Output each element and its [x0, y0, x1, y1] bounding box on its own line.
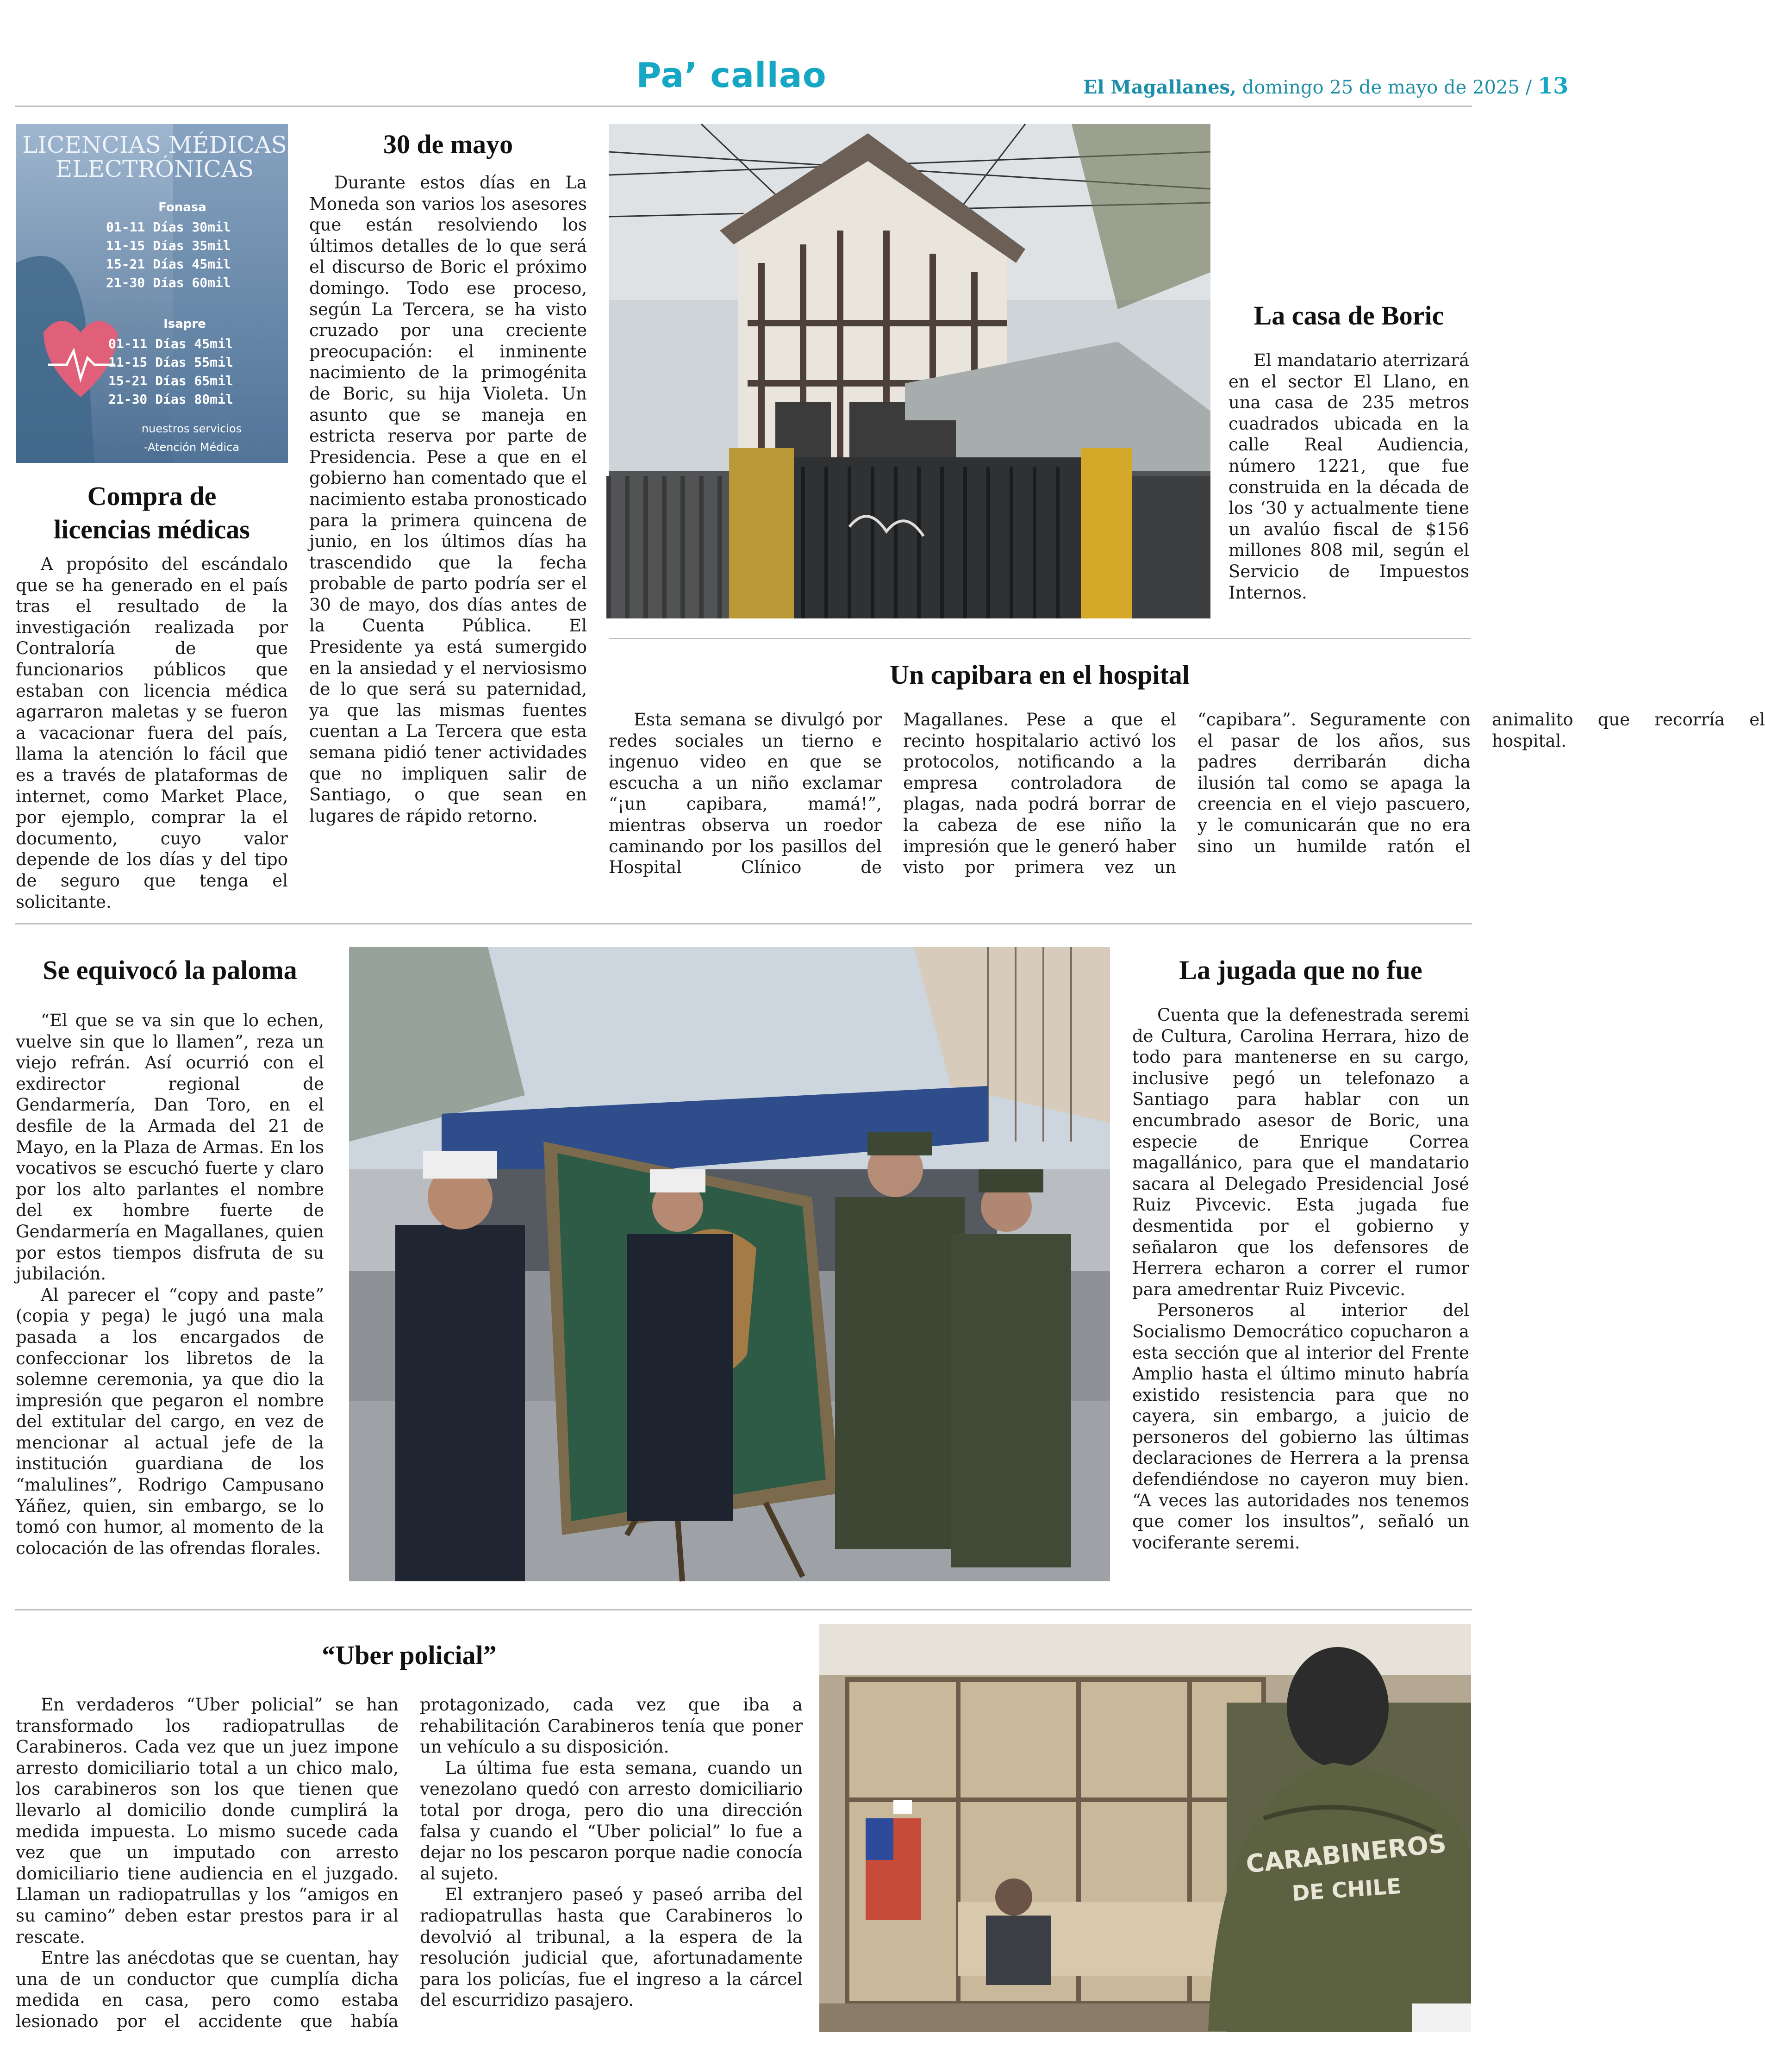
uber-paragraph: La última fue esta semana, cuando un venezolano quedó con arresto domiciliario total por droga, pero dio una dirección falsa y cuando el “Uber policial” lo fue a dejar no los pescaron porque nadie conocía al sujeto.: [420, 1758, 803, 1884]
capibara-body: [609, 709, 1765, 892]
casa-body: [1229, 350, 1469, 628]
capibara-paragraph: Esta semana se divulgó por redes sociales un tierno e ingenuo video en que se escucha a un niño exclamar “¡un capibara, mamá!”, mientras observa un roedor caminando por los pasillos del Hospital Clínico de Magallanes. Pese a que el recinto hospitalario activó los protocolos, notificando a la empresa controladora de plagas, nada podrá borrar de la cabeza de ese niño la impresión que le generó haber visto por primera vez un “capibara”. Seguramente con el pasar de los años, sus padres derribarán dicha ilusión tal como se apaga la creencia en el viejo pascuero, y le comunicarán que no era sino un humilde ratón el animalito que recorría el hospital.: [609, 710, 1765, 878]
paloma-paragraph: “El que se va sin que lo echen, vuelve sin que lo llamen”, reza un viejo refrán. Así ocurrió con el exdirector regional de Gendarmería, Dan Toro, en el desfile de la Armada del 21 de Mayo, en la Plaza de Armas. En los vocativos se escuchó fuerte y claro por los alto parlantes el nombre del ex hombre fuerte de Gendarmería en Magallanes, quien por estos tiempos disfruta de su jubilación.: [16, 1011, 324, 1284]
capibara-headline: Un capibara en el hospital: [890, 660, 1190, 690]
capibara-top-rule: [609, 638, 1471, 639]
ad-isapre-row: 21-30 Días 80mil: [108, 392, 233, 407]
licencias-headline-line-1: Compra de: [87, 481, 217, 511]
uber-paragraph: En verdaderos “Uber policial” se han transformado los radiopatrullas de Carabineros. Cada vez que un juez impone arresto domiciliario total a un chico malo, los carabineros son los que tienen que llevarlo al domicilio donde cumplirá la medida impuesta. Lo mismo sucede cada vez que un imputado con arresto domiciliario tiene audiencia en el juzgado. Llaman un radiopatrullas y los “amigos en su camino” deben estar prestos para ir al rescate.: [16, 1695, 399, 1947]
folio-separator: /: [1525, 77, 1532, 98]
header-rule: [15, 106, 1472, 107]
jugada-paragraph: Personeros al interior del Socialismo Democrático copucharon a esta sección que al interior del Frente Amplio hasta el último minuto habría existido resistencia para que no cayera, sin embargo, a juicio de personeros del gobierno las últimas declaraciones de Herrera a la prensa defendiéndose no cayeron muy bien. “A veces las autoridades nos tenemos que comer los insultos”, señaló un vociferante seremi.: [1132, 1300, 1469, 1553]
publication-date: domingo 25 de mayo de 2025: [1242, 77, 1520, 98]
carabineros-courtroom-photo: [819, 1624, 1471, 2032]
paloma-body: [16, 1010, 324, 1593]
licencias-headline-line-2: licencias médicas: [54, 514, 250, 544]
jacket-text-line-2: DE CHILE: [1291, 1873, 1402, 1906]
ad-heading-1: LICENCIAS MÉDICAS: [22, 131, 287, 158]
boric-house-photo: [609, 124, 1210, 618]
jugada-body: [1132, 1005, 1469, 1592]
uber-paragraph: El extranjero paseó y paseó arriba del radiopatrullas hasta que Carabineros lo devolvió al tribunal, a la espera de la resolución judicial que, afortunadamente para los policías, fue el ingreso a la cárcel del escurridizo pasajero.: [420, 1885, 803, 2010]
ad-isapre-row: 15-21 Días 65mil: [108, 373, 233, 388]
licencias-paragraph: A propósito del escándalo que se ha generado en el país tras el resultado de la investigación realizada por Contraloría de que funcionarios públicos que estaban con licencia médica agarraron maletas y se fueron a vacacionar fuera del país, llama la atención lo fácil que es a través de plataformas de internet, como Market Place, por ejemplo, comprar la el documento, cuyo valor depende de los días y del tipo de seguro que tenga el solicitante.: [16, 554, 288, 912]
casa-paragraph: El mandatario aterrizará en el sector El Llano, en una casa de 235 metros cuadrados ubicada en la calle Real Audiencia, número 1221, que fue construida en la década de los ‘30 y actualmente tiene un avalúo fiscal de $156 millones 808 mil, según el Servicio de Impuestos Internos.: [1229, 350, 1469, 603]
ad-fonasa-row: 01-11 Días 30mil: [106, 219, 231, 235]
jugada-paragraph: Cuenta que la defenestrada seremi de Cultura, Carolina Herrara, hizo de todo para mantenerse en su cargo, inclusive pegó un telefonazo a Santiago para hablar con un encumbrado asesor de Boric, una especie de Enrique Correa magallánico, para que el mandatario sacara al Delegado Presidencial José Ruiz Pivcevic. Esta jugada fue desmentida por el gobierno y señalaron que los defensores de Herrera echaron a correr el rumor para amedrentar Ruiz Pivcevic.: [1132, 1005, 1469, 1299]
page-folio: [1083, 73, 1569, 99]
uber-paragraph: Entre las anécdotas que se cuentan, hay una de un conductor que cumplía dicha medida en casa, pero como estaba lesionado por el accidente que había protagonizado, cada vez que iba a rehabilitación Carabineros tenía que poner un vehículo a su disposición.: [16, 1695, 803, 2031]
mayo30-body: [309, 172, 587, 890]
page-number: 13: [1537, 73, 1569, 99]
jacket-text-line-1: CARABINEROS: [1244, 1829, 1448, 1879]
uber-headline: “Uber policial”: [322, 1640, 497, 1670]
bottom-rule: [15, 1609, 1472, 1610]
ad-fonasa-row: 11-15 Días 35mil: [106, 238, 231, 253]
navy-ceremony-photo: [349, 947, 1110, 1581]
ad-isapre-row: 01-11 Días 45mil: [108, 336, 233, 351]
ad-service-item: -Atención Médica: [143, 441, 240, 454]
ad-isapre-row: 11-15 Días 55mil: [108, 355, 233, 370]
publication-name: El Magallanes,: [1083, 76, 1236, 98]
casa-headline: La casa de Boric: [1254, 300, 1444, 331]
section-title: Pa’ callao: [636, 56, 827, 95]
middle-rule: [15, 923, 1472, 924]
ad-services-label: nuestros servicios: [141, 422, 242, 435]
ad-fonasa-row: 15-21 Días 45mil: [106, 256, 231, 272]
jugada-headline: La jugada que no fue: [1179, 955, 1422, 985]
ad-heading-2: ELECTRÓNICAS: [55, 156, 254, 182]
licencias-ad-image: [16, 124, 288, 463]
licencias-body: [16, 554, 288, 912]
licencias-headline: [16, 480, 288, 546]
ad-isapre-label: Isapre: [163, 317, 206, 331]
ad-fonasa-label: Fonasa: [158, 200, 206, 214]
ad-fonasa-row: 21-30 Días 60mil: [106, 275, 231, 290]
mayo30-paragraph: Durante estos días en La Moneda son varios los asesores que están resolviendo los últimos detalles de lo que será el discurso de Boric el próximo domingo. Todo ese proceso, según La Tercera, se ha visto cruzado por una creciente preocupación: el inminente nacimiento de la primogénita de Boric, su hija Violeta. Un asunto que se maneja en estricta reserva por parte de Presidencia. Pese a que en el gobierno han comentado que el nacimiento estaba pronosticado para la primera quincena de junio, en los últimos días ha trascendido que la fecha probable de parto podría ser el 30 de mayo, dos días antes de la Cuenta Pública. El Presidente ya está sumergido en la ansiedad y el nerviosismo de lo que será su paternidad, ya que las mismas fuentes cuentan a La Tercera que esta semana pidió tener actividades que no impliquen salir de Santiago, o que sean en lugares de rápido retorno.: [309, 173, 587, 826]
mayo30-headline: 30 de mayo: [383, 129, 513, 159]
paloma-headline: Se equivocó la paloma: [43, 955, 297, 985]
paloma-paragraph: Al parecer el “copy and paste” (copia y pega) le jugó una mala pasada a los encargados de confeccionar los libretos de la solemne ceremonia, ya que dio la impresión que pegaron el nombre del extitular del cargo, en vez de mencionar al actual jefe de la institución guardiana de los “malulines”, Rodrigo Campusano Yáñez, quien, sin embargo, se lo tomó con humor, al momento de la colocación de las ofrendas florales.: [16, 1285, 324, 1558]
uber-body: [16, 1694, 803, 2060]
